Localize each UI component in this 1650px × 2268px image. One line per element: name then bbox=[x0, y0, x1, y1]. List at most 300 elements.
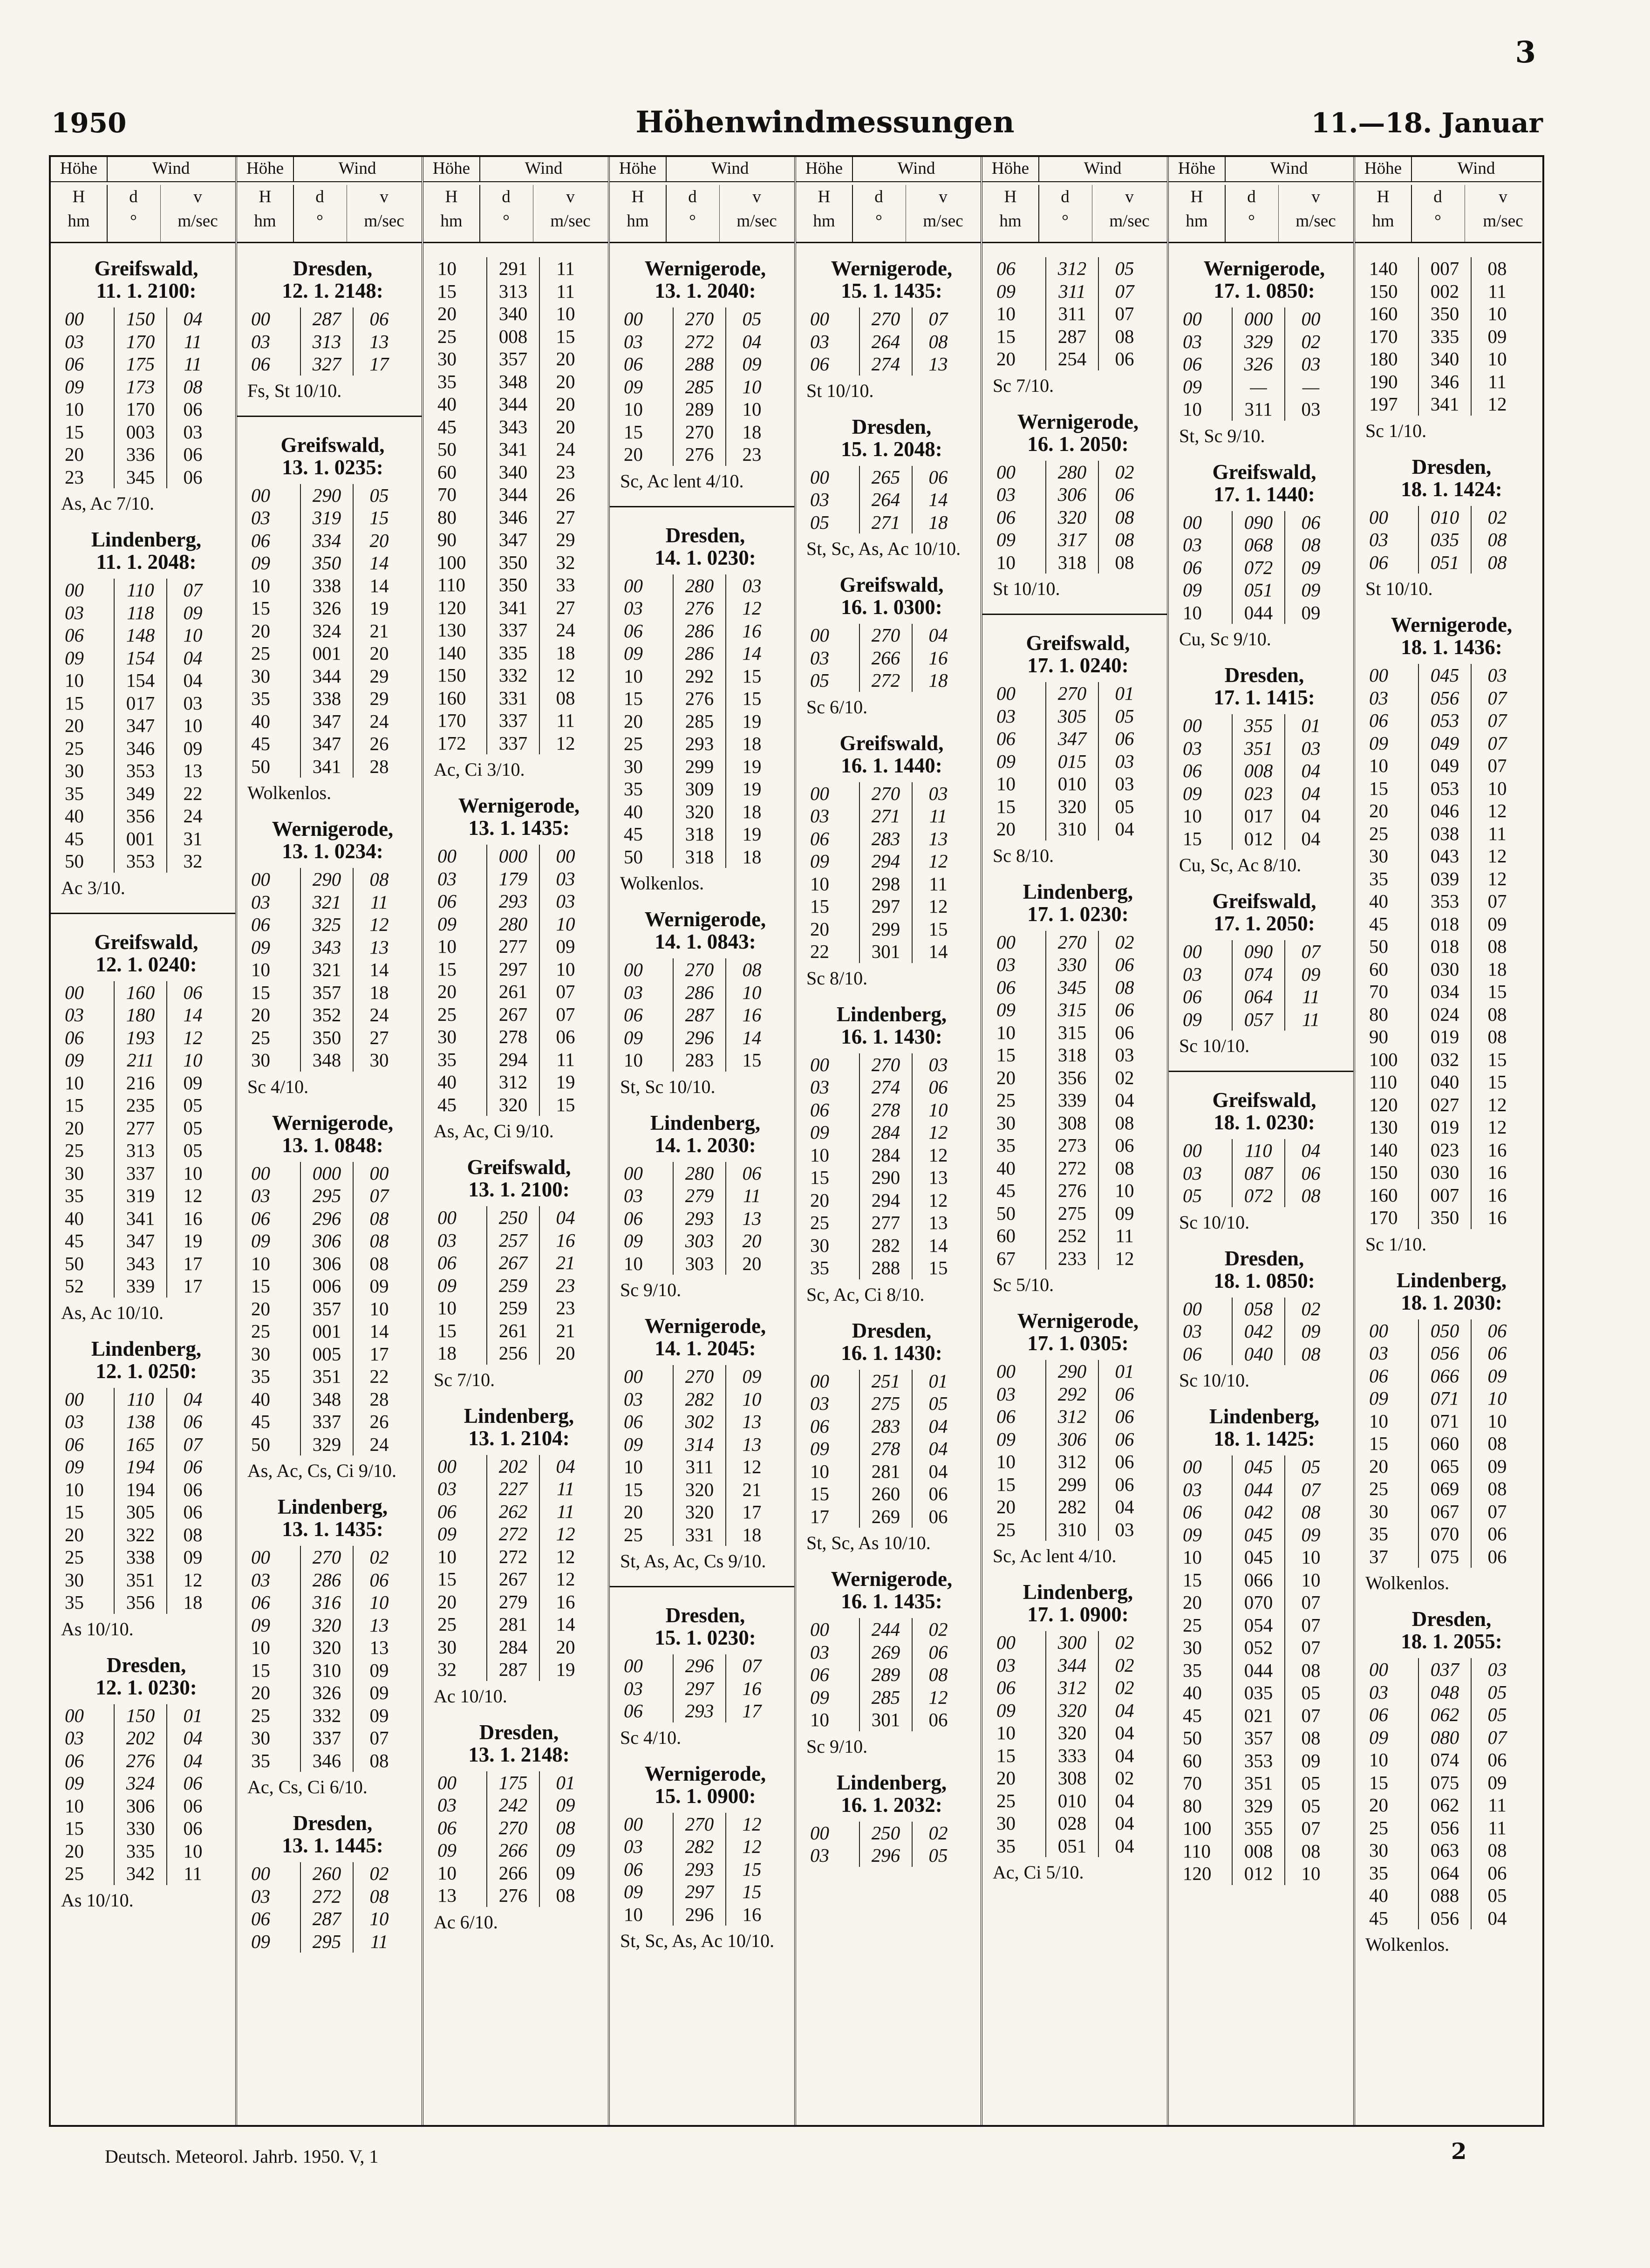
direction-cell: 007 bbox=[1418, 1184, 1472, 1207]
height-cell: 150 bbox=[437, 664, 466, 686]
height-cell: 03 bbox=[437, 868, 457, 889]
speed-cell: 10 bbox=[556, 958, 575, 980]
table-column bbox=[1355, 157, 1541, 2125]
direction-cell: 295 bbox=[300, 1930, 354, 1953]
speed-cell: 04 bbox=[1115, 1790, 1134, 1811]
speed-cell: 16 bbox=[742, 1677, 762, 1699]
speed-cell: 05 bbox=[369, 484, 389, 506]
direction-cell: 052 bbox=[1232, 1636, 1285, 1659]
direction-cell: 313 bbox=[114, 1139, 167, 1162]
station-name: Greifswald, bbox=[94, 930, 198, 954]
speed-cell: 04 bbox=[1487, 1907, 1507, 1929]
direction-cell: 306 bbox=[300, 1230, 354, 1252]
direction-cell: 049 bbox=[1418, 732, 1472, 755]
height-cell: 06 bbox=[810, 1415, 829, 1437]
speed-cell: 10 bbox=[928, 1099, 948, 1120]
speed-cell: 12 bbox=[928, 895, 948, 917]
height-cell: 150 bbox=[1369, 1161, 1398, 1183]
direction-cell: 330 bbox=[114, 1817, 167, 1840]
height-cell: 10 bbox=[65, 398, 84, 420]
column-body bbox=[51, 257, 235, 2125]
speed-cell: 05 bbox=[1487, 1885, 1507, 1906]
direction-cell: 341 bbox=[114, 1207, 167, 1230]
sounding-block bbox=[237, 1496, 422, 1799]
speed-cell: 14 bbox=[928, 941, 948, 962]
header-wind: Wind bbox=[852, 157, 981, 182]
direction-cell: 259 bbox=[486, 1297, 540, 1319]
direction-cell: 350 bbox=[1418, 302, 1472, 325]
height-cell: 09 bbox=[624, 642, 643, 664]
direction-cell: 266 bbox=[859, 647, 913, 669]
height-cell: 03 bbox=[996, 1383, 1016, 1405]
direction-cell: 283 bbox=[673, 1049, 726, 1072]
direction-cell: 063 bbox=[1418, 1839, 1472, 1862]
height-cell: 03 bbox=[65, 1727, 84, 1749]
direction-cell: 298 bbox=[859, 873, 913, 895]
cloud-note: Sc 10/10. bbox=[1179, 1370, 1250, 1391]
cloud-note: Ac 6/10. bbox=[434, 1911, 498, 1933]
height-cell: 00 bbox=[1369, 1659, 1388, 1680]
speed-cell: 09 bbox=[1301, 1320, 1321, 1342]
height-cell: 15 bbox=[1369, 1433, 1388, 1454]
speed-cell: 07 bbox=[928, 308, 948, 329]
observation-time: 13. 1. 2104: bbox=[468, 1426, 570, 1450]
speed-cell: 10 bbox=[183, 1049, 203, 1071]
height-cell: 160 bbox=[437, 687, 466, 709]
speed-cell: 09 bbox=[1301, 579, 1321, 601]
observation-time: 17. 1. 0240: bbox=[1027, 654, 1129, 677]
height-cell: 03 bbox=[624, 597, 643, 619]
height-cell: 15 bbox=[437, 280, 457, 302]
direction-cell: 320 bbox=[1045, 506, 1099, 529]
sounding-block bbox=[610, 1112, 794, 1302]
speed-cell: 06 bbox=[742, 1162, 762, 1184]
height-cell: 25 bbox=[624, 1523, 643, 1545]
station-name: Dresden, bbox=[1411, 1607, 1492, 1631]
station-name: Greifswald, bbox=[1212, 460, 1316, 484]
speed-cell: 24 bbox=[556, 619, 575, 641]
cloud-note: St 10/10. bbox=[993, 578, 1060, 599]
speed-cell: 06 bbox=[928, 1505, 948, 1527]
speed-cell: 11 bbox=[1488, 1794, 1507, 1816]
speed-cell: 20 bbox=[369, 529, 389, 551]
cloud-note: St, Sc 9/10. bbox=[1179, 425, 1265, 446]
direction-cell: 287 bbox=[1045, 325, 1099, 348]
height-cell: 15 bbox=[65, 1094, 84, 1116]
speed-cell: 12 bbox=[928, 1686, 948, 1708]
height-cell: 03 bbox=[1183, 330, 1202, 352]
height-cell: 06 bbox=[996, 1406, 1016, 1427]
speed-cell: 15 bbox=[556, 325, 575, 347]
speed-cell: 08 bbox=[183, 1523, 203, 1545]
direction-cell: 008 bbox=[486, 325, 540, 348]
sounding-block bbox=[796, 1568, 981, 1758]
height-cell: 03 bbox=[65, 601, 84, 623]
height-cell: 00 bbox=[624, 959, 643, 980]
height-cell: 15 bbox=[65, 692, 84, 714]
speed-cell: 18 bbox=[742, 1523, 762, 1545]
height-cell: 09 bbox=[437, 1839, 457, 1861]
speed-cell: 10 bbox=[183, 1162, 203, 1184]
speed-cell: 06 bbox=[1115, 954, 1134, 975]
height-cell: 10 bbox=[1369, 1410, 1388, 1432]
direction-cell: 262 bbox=[486, 1500, 540, 1523]
height-cell: 00 bbox=[810, 1822, 829, 1844]
direction-cell: 278 bbox=[859, 1437, 913, 1460]
height-cell: 00 bbox=[810, 1370, 829, 1392]
wind-rows bbox=[437, 1206, 604, 1365]
speed-cell: 06 bbox=[1301, 511, 1321, 533]
speed-cell: 09 bbox=[556, 1794, 575, 1816]
header-speed: v m/sec bbox=[1109, 187, 1150, 231]
observation-time: 17. 1. 0900: bbox=[1027, 1603, 1129, 1626]
header-direction: d ° bbox=[852, 185, 906, 242]
speed-cell: 04 bbox=[1301, 760, 1321, 781]
wind-rows bbox=[437, 1771, 604, 1907]
wind-rows bbox=[1369, 664, 1538, 1229]
direction-cell: 277 bbox=[114, 1117, 167, 1140]
speed-cell: 07 bbox=[369, 1727, 389, 1749]
height-cell: 35 bbox=[251, 688, 270, 709]
direction-cell: 336 bbox=[114, 443, 167, 466]
header-speed: v m/sec bbox=[364, 187, 404, 231]
height-cell: 52 bbox=[65, 1275, 84, 1297]
direction-cell: 320 bbox=[300, 1636, 354, 1659]
direction-cell: 305 bbox=[114, 1501, 167, 1523]
speed-cell: 06 bbox=[183, 981, 203, 1003]
speed-cell: 16 bbox=[1487, 1161, 1507, 1183]
direction-cell: 110 bbox=[1232, 1139, 1285, 1162]
direction-cell: 179 bbox=[486, 868, 540, 890]
direction-cell: 311 bbox=[673, 1455, 726, 1478]
height-cell: 09 bbox=[437, 1523, 457, 1544]
speed-cell: 07 bbox=[1301, 1704, 1321, 1726]
speed-cell: 02 bbox=[1301, 1298, 1321, 1319]
direction-cell: 322 bbox=[114, 1523, 167, 1546]
speed-cell: 23 bbox=[556, 461, 575, 483]
direction-cell: 017 bbox=[114, 692, 167, 715]
wind-rows bbox=[65, 1388, 232, 1614]
direction-cell: 276 bbox=[114, 1749, 167, 1772]
direction-cell: 053 bbox=[1418, 709, 1472, 732]
direction-cell: 351 bbox=[300, 1365, 354, 1388]
speed-cell: 04 bbox=[556, 1455, 575, 1477]
height-cell: 50 bbox=[1183, 1727, 1202, 1749]
height-cell: 22 bbox=[810, 941, 829, 962]
direction-cell: 292 bbox=[673, 665, 726, 688]
height-cell: 09 bbox=[996, 1699, 1016, 1721]
height-cell: 10 bbox=[437, 1545, 457, 1567]
station-name: Lindenberg, bbox=[277, 1495, 388, 1518]
table-column bbox=[1169, 157, 1355, 2125]
header-wind: Wind bbox=[293, 157, 422, 182]
direction-cell: 259 bbox=[486, 1274, 540, 1297]
observation-time: 15. 1. 2048: bbox=[841, 437, 942, 461]
height-cell: 00 bbox=[437, 1455, 457, 1477]
height-cell: 20 bbox=[1183, 1592, 1202, 1613]
header-hoehe: Höhe bbox=[796, 157, 853, 182]
height-cell: 30 bbox=[1183, 1637, 1202, 1658]
height-cell: 50 bbox=[996, 1202, 1016, 1224]
direction-cell: 030 bbox=[1418, 958, 1472, 981]
direction-cell: 270 bbox=[673, 1365, 726, 1388]
direction-cell: 202 bbox=[114, 1727, 167, 1749]
speed-cell: 02 bbox=[1487, 506, 1507, 528]
direction-cell: 286 bbox=[300, 1569, 354, 1592]
speed-cell: 11 bbox=[556, 280, 575, 302]
speed-cell: 06 bbox=[1115, 1021, 1134, 1043]
speed-cell: 04 bbox=[1115, 1722, 1134, 1743]
height-cell: 10 bbox=[437, 1862, 457, 1884]
direction-cell: 202 bbox=[486, 1455, 540, 1478]
height-cell: 50 bbox=[251, 1433, 270, 1455]
speed-cell: 06 bbox=[183, 1411, 203, 1432]
wind-rows bbox=[251, 1862, 418, 1953]
speed-cell: 15 bbox=[928, 918, 948, 940]
height-cell: 00 bbox=[996, 461, 1016, 483]
wind-rows bbox=[437, 1455, 604, 1681]
header-height-unit: H hm bbox=[51, 185, 108, 242]
direction-cell: 271 bbox=[859, 511, 913, 534]
height-cell: 03 bbox=[996, 705, 1016, 727]
speed-cell: 06 bbox=[1301, 1162, 1321, 1184]
cloud-note: St 10/10. bbox=[806, 380, 874, 401]
sounding-block bbox=[1169, 257, 1353, 448]
wind-rows bbox=[996, 1631, 1163, 1857]
speed-cell: 05 bbox=[183, 1140, 203, 1161]
direction-cell: 090 bbox=[1232, 940, 1285, 963]
height-cell: 06 bbox=[1183, 1501, 1202, 1523]
speed-cell: 09 bbox=[1487, 1771, 1507, 1793]
height-cell: 00 bbox=[1183, 308, 1202, 329]
height-cell: 09 bbox=[437, 913, 457, 935]
direction-cell: 340 bbox=[486, 302, 540, 325]
speed-cell: 11 bbox=[743, 1185, 761, 1206]
height-cell: 50 bbox=[65, 850, 84, 872]
direction-cell: 023 bbox=[1418, 1139, 1472, 1161]
height-cell: 80 bbox=[1183, 1795, 1202, 1817]
height-cell: 45 bbox=[437, 1093, 457, 1115]
direction-cell: 296 bbox=[673, 1903, 726, 1926]
direction-cell: 353 bbox=[1232, 1749, 1285, 1772]
speed-cell: 08 bbox=[556, 1885, 575, 1906]
height-cell: 15 bbox=[251, 981, 270, 1003]
sounding-block bbox=[610, 506, 794, 895]
direction-cell: 347 bbox=[114, 1230, 167, 1252]
speed-cell: 08 bbox=[1487, 551, 1507, 573]
speed-cell: 18 bbox=[928, 669, 948, 691]
speed-cell: 33 bbox=[556, 574, 575, 595]
height-cell: 00 bbox=[996, 683, 1016, 704]
sounding-block bbox=[982, 1581, 1167, 1884]
direction-cell: 293 bbox=[486, 890, 540, 913]
height-cell: 25 bbox=[65, 1546, 84, 1568]
height-cell: 35 bbox=[996, 1835, 1016, 1857]
speed-cell: 06 bbox=[1487, 1749, 1507, 1770]
height-cell: 30 bbox=[810, 1234, 829, 1256]
speed-cell: 11 bbox=[184, 330, 202, 352]
observation-time: 12. 1. 2148: bbox=[282, 279, 383, 302]
height-cell: 20 bbox=[996, 1496, 1016, 1517]
height-cell: 00 bbox=[810, 466, 829, 488]
height-cell: 09 bbox=[251, 1930, 270, 1952]
height-cell: 30 bbox=[624, 755, 643, 777]
direction-cell: 341 bbox=[1418, 393, 1472, 416]
speed-cell: 03 bbox=[183, 421, 203, 443]
speed-cell: 10 bbox=[1487, 1410, 1507, 1432]
direction-cell: 318 bbox=[1045, 551, 1099, 574]
direction-cell: 074 bbox=[1418, 1749, 1472, 1771]
height-cell: 00 bbox=[1369, 506, 1388, 528]
speed-cell: 08 bbox=[1487, 1003, 1507, 1025]
direction-cell: 256 bbox=[486, 1342, 540, 1365]
height-cell: 70 bbox=[1369, 981, 1388, 1002]
sounding-block bbox=[423, 257, 608, 781]
speed-cell: 20 bbox=[556, 416, 575, 437]
direction-cell: 064 bbox=[1232, 985, 1285, 1008]
sounding-block bbox=[423, 1721, 608, 1934]
direction-cell: 335 bbox=[1418, 325, 1472, 348]
direction-cell: 319 bbox=[114, 1184, 167, 1207]
observation-time: 14. 1. 0843: bbox=[655, 930, 756, 953]
height-cell: 03 bbox=[251, 1569, 270, 1591]
station-name: Greifswald, bbox=[1212, 1088, 1316, 1112]
height-cell: 15 bbox=[251, 597, 270, 619]
speed-cell: 07 bbox=[1487, 890, 1507, 912]
sounding-block bbox=[237, 416, 422, 805]
direction-cell: 180 bbox=[114, 1004, 167, 1026]
direction-cell: 282 bbox=[859, 1234, 913, 1257]
height-cell: 35 bbox=[65, 782, 84, 804]
speed-cell: 08 bbox=[1115, 325, 1134, 347]
speed-cell: 20 bbox=[556, 348, 575, 369]
sounding-block bbox=[982, 257, 1167, 397]
direction-cell: 048 bbox=[1418, 1681, 1472, 1704]
speed-cell: 09 bbox=[742, 1366, 762, 1387]
height-cell: 00 bbox=[251, 1162, 270, 1184]
direction-cell: 348 bbox=[300, 1049, 354, 1072]
direction-cell: 343 bbox=[486, 416, 540, 438]
column-body bbox=[1169, 257, 1353, 2125]
height-cell: 09 bbox=[996, 280, 1016, 302]
direction-cell: 353 bbox=[114, 850, 167, 873]
cloud-note: Wolkenlos. bbox=[1365, 1934, 1450, 1955]
observation-time: 15. 1. 1435: bbox=[841, 279, 942, 302]
direction-cell: 150 bbox=[114, 1704, 167, 1727]
height-cell: 06 bbox=[65, 1433, 84, 1455]
direction-cell: 350 bbox=[486, 551, 540, 574]
height-cell: 170 bbox=[437, 710, 466, 731]
height-cell: 09 bbox=[1183, 782, 1202, 804]
height-cell: 20 bbox=[996, 1066, 1016, 1088]
speed-cell: 09 bbox=[1487, 1365, 1507, 1387]
direction-cell: 297 bbox=[673, 1880, 726, 1903]
speed-cell: 12 bbox=[556, 664, 575, 686]
direction-cell: 003 bbox=[114, 421, 167, 444]
height-cell: 06 bbox=[65, 353, 84, 375]
speed-cell: 16 bbox=[183, 1207, 203, 1229]
direction-cell: 346 bbox=[1418, 370, 1472, 393]
station-name: Wernigerode, bbox=[1017, 1309, 1139, 1332]
speed-cell: 08 bbox=[1301, 1840, 1321, 1862]
direction-cell: 282 bbox=[673, 1835, 726, 1858]
speed-cell: 16 bbox=[556, 1591, 575, 1612]
direction-cell: 294 bbox=[859, 850, 913, 873]
speed-cell: 01 bbox=[183, 1704, 203, 1726]
direction-cell: 295 bbox=[300, 1184, 354, 1207]
header-direction: d ° bbox=[1225, 185, 1279, 242]
wind-rows bbox=[65, 579, 232, 873]
observation-time: 18. 1. 2030: bbox=[1401, 1291, 1502, 1314]
direction-cell: 028 bbox=[1045, 1812, 1099, 1835]
speed-cell: 05 bbox=[1115, 705, 1134, 727]
height-cell: 80 bbox=[1369, 1003, 1388, 1025]
height-cell: 00 bbox=[624, 1162, 643, 1184]
direction-cell: 357 bbox=[300, 1298, 354, 1320]
speed-cell: 09 bbox=[1301, 556, 1321, 578]
cloud-note: Sc 1/10. bbox=[1365, 420, 1427, 441]
speed-cell: 15 bbox=[1487, 1071, 1507, 1093]
speed-cell: 07 bbox=[1487, 732, 1507, 754]
cloud-note: Cu, Sc, Ac 8/10. bbox=[1179, 854, 1302, 875]
direction-cell: 312 bbox=[486, 1071, 540, 1093]
direction-cell: 069 bbox=[1418, 1477, 1472, 1500]
height-cell: 10 bbox=[624, 1456, 643, 1477]
height-cell: 15 bbox=[1369, 1771, 1388, 1793]
speed-cell: 05 bbox=[742, 308, 762, 329]
speed-cell: 26 bbox=[369, 1411, 389, 1432]
header-direction: d ° bbox=[293, 185, 347, 242]
speed-cell: 06 bbox=[183, 1501, 203, 1523]
direction-cell: 250 bbox=[486, 1206, 540, 1229]
direction-cell: 340 bbox=[1418, 348, 1472, 370]
height-cell: 03 bbox=[1369, 687, 1388, 709]
height-cell: 10 bbox=[810, 1460, 829, 1482]
direction-cell: 175 bbox=[114, 353, 167, 376]
direction-cell: 288 bbox=[673, 353, 726, 376]
observation-time: 17. 1. 1415: bbox=[1214, 686, 1315, 709]
height-cell: 06 bbox=[1183, 556, 1202, 578]
sounding-block bbox=[796, 1319, 981, 1555]
speed-cell: 04 bbox=[1301, 782, 1321, 804]
speed-cell: 17 bbox=[369, 1343, 389, 1365]
direction-cell: 118 bbox=[114, 601, 167, 624]
wind-rows bbox=[251, 1546, 418, 1772]
height-cell: 20 bbox=[996, 348, 1016, 369]
speed-cell: 30 bbox=[369, 1049, 389, 1071]
height-cell: 03 bbox=[624, 330, 643, 352]
height-cell: 40 bbox=[1369, 890, 1388, 912]
station-name: Wernigerode, bbox=[831, 1567, 953, 1591]
wind-rows bbox=[65, 307, 232, 488]
direction-cell: 001 bbox=[114, 827, 167, 850]
direction-cell: 331 bbox=[486, 687, 540, 710]
direction-cell: 356 bbox=[114, 805, 167, 827]
speed-cell: 04 bbox=[556, 1207, 575, 1228]
sounding-block bbox=[1169, 461, 1353, 651]
footer-source: Deutsch. Meteorol. Jahrb. 1950. V, 1 bbox=[105, 2146, 379, 2167]
speed-cell: 12 bbox=[556, 1523, 575, 1544]
direction-cell: 006 bbox=[300, 1275, 354, 1298]
direction-cell: 290 bbox=[859, 1166, 913, 1189]
height-cell: 03 bbox=[996, 1654, 1016, 1676]
height-cell: 03 bbox=[65, 330, 84, 352]
speed-cell: 10 bbox=[742, 398, 762, 420]
speed-cell: 10 bbox=[369, 1908, 389, 1929]
height-cell: 100 bbox=[437, 551, 466, 573]
speed-cell: 13 bbox=[928, 353, 948, 375]
speed-cell: 11 bbox=[929, 873, 948, 895]
